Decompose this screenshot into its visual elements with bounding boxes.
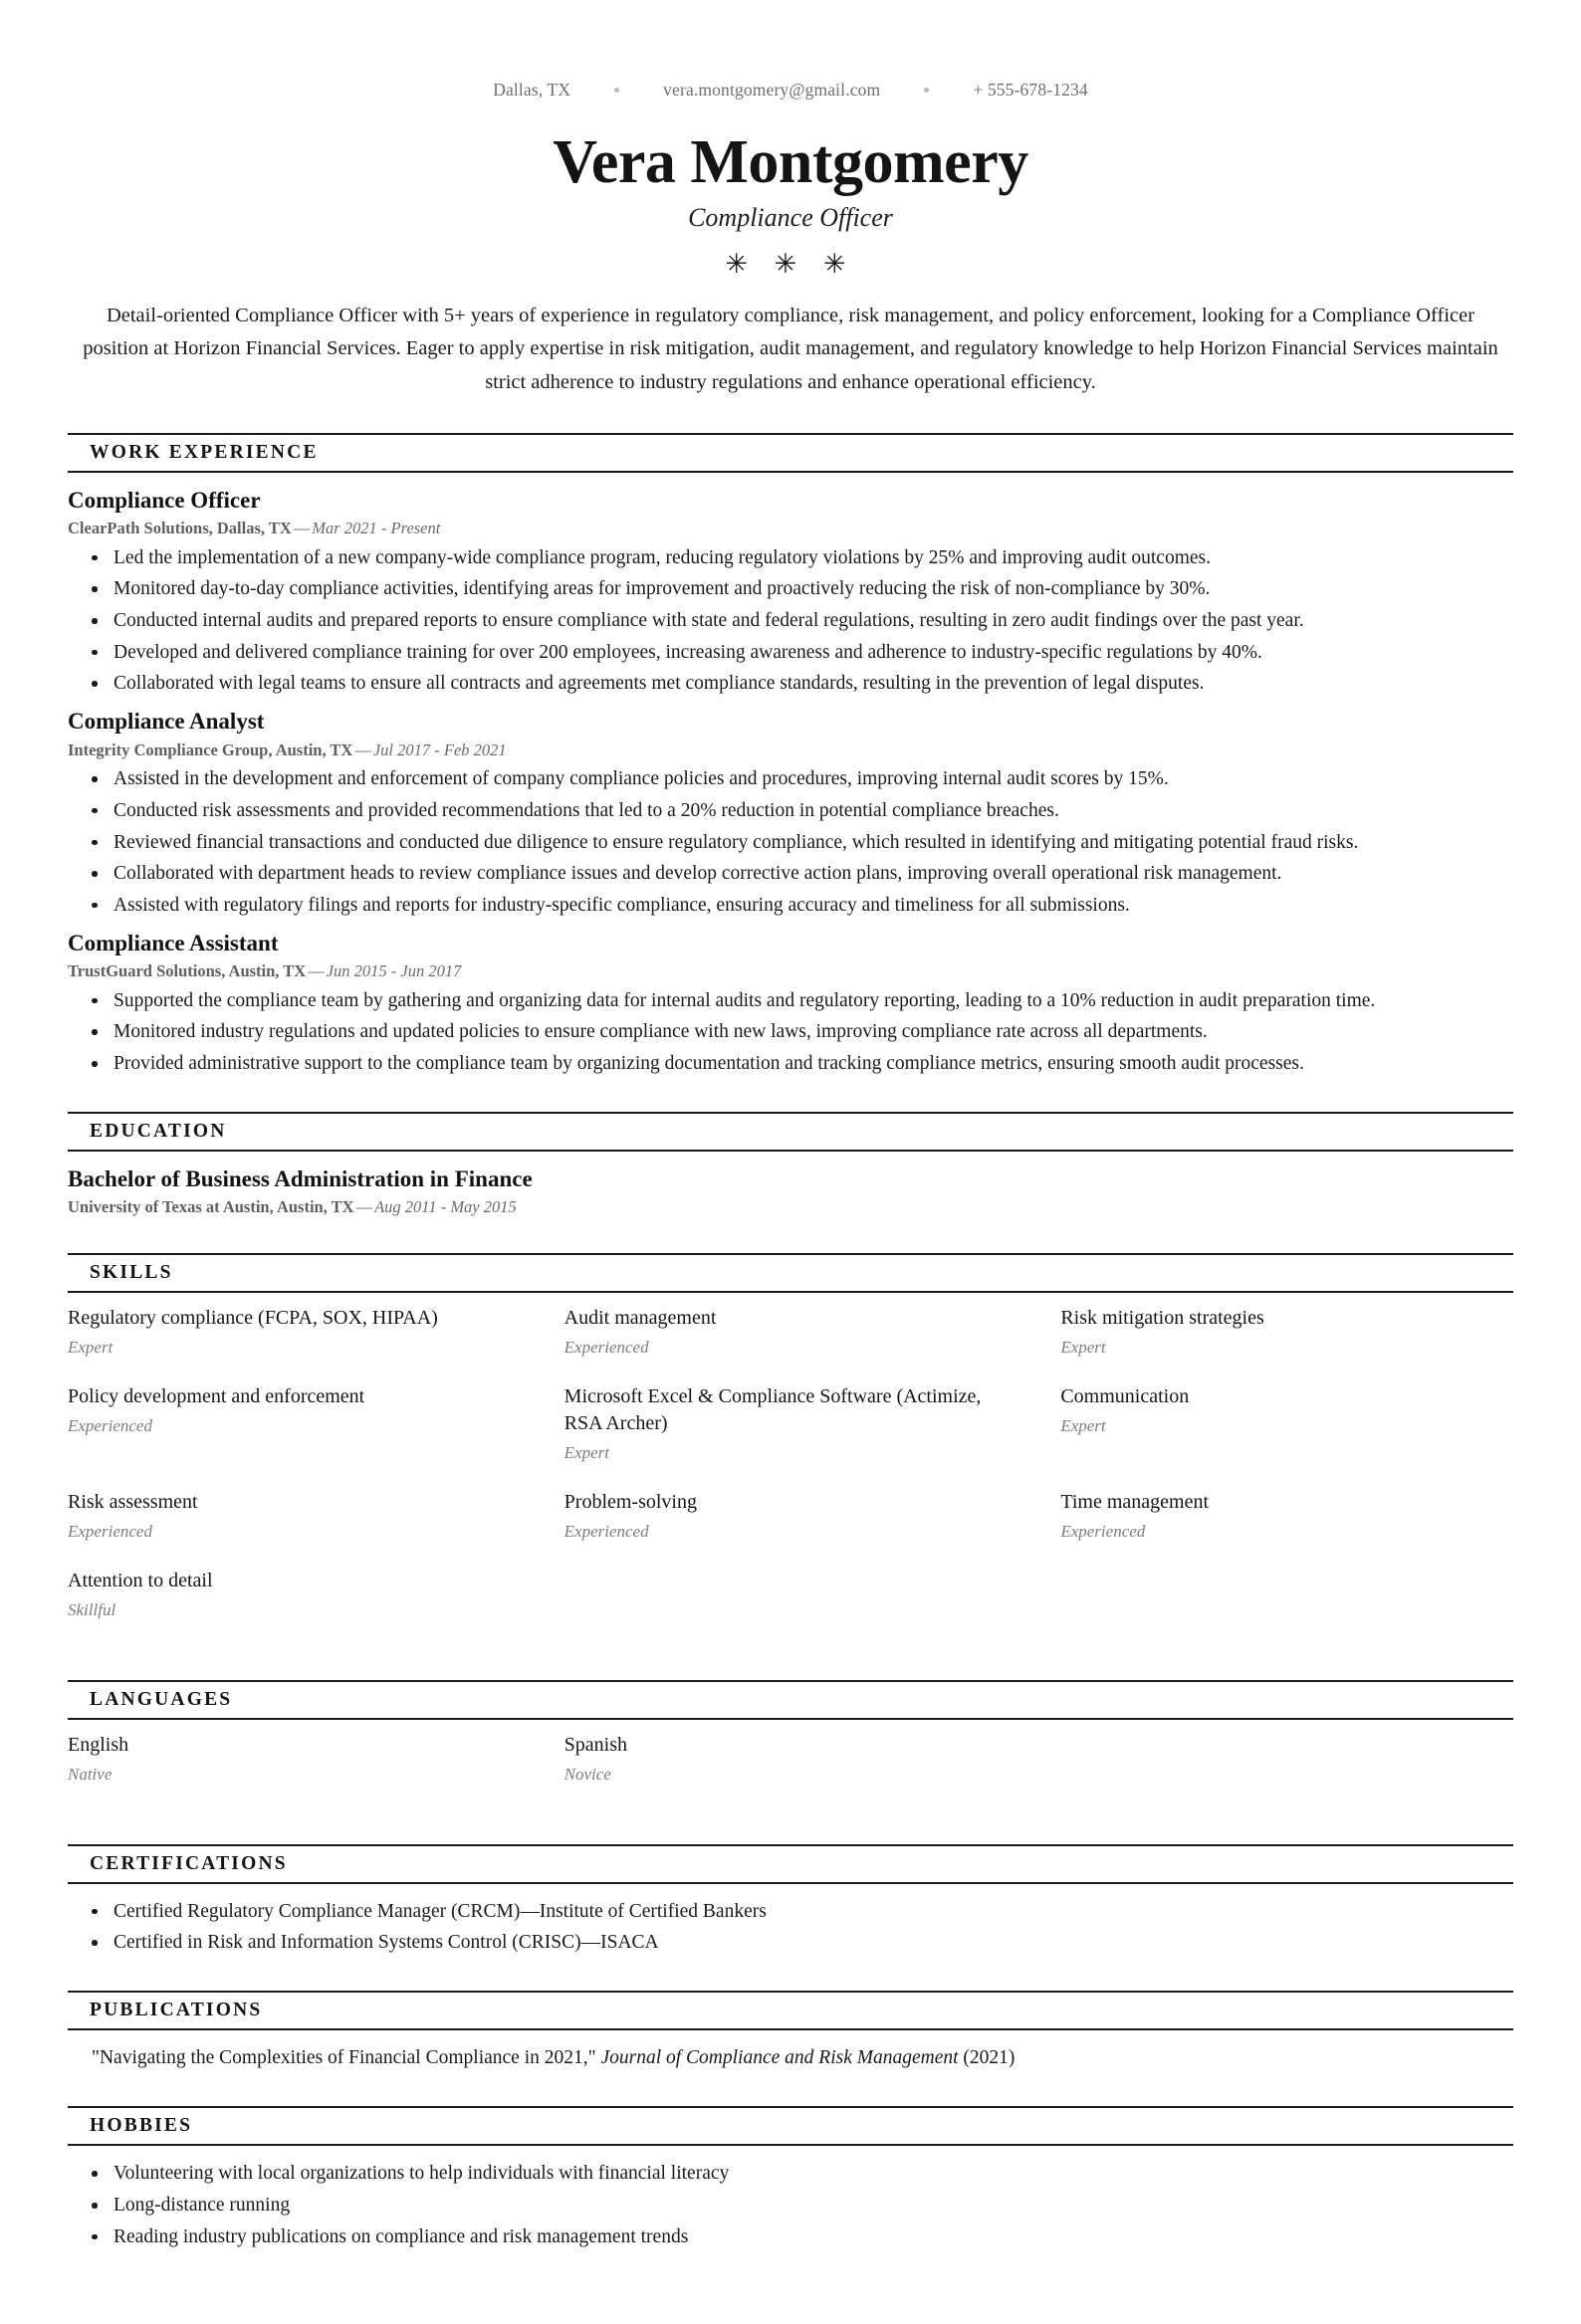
skill-item <box>565 1305 1017 1358</box>
list-item: Developed and delivered compliance training for over 200 employees, increasing awareness and adherence to industry-specific regulations by 40%. <box>68 639 1513 667</box>
language-name: English <box>68 1733 129 1756</box>
experience-job-title: Compliance Officer <box>68 487 261 513</box>
skill-item <box>565 1489 1017 1542</box>
skill-name: Communication <box>1060 1384 1190 1407</box>
experience-entry <box>68 487 1513 698</box>
skill-name: Risk mitigation strategies <box>1060 1306 1264 1329</box>
language-level: Native <box>68 1764 113 1784</box>
experience-meta <box>68 960 1513 982</box>
asterisk-divider-icon: ✳ ✳ ✳ <box>725 249 856 280</box>
list-item: Reading industry publications on compliance and risk management trends <box>68 2223 1513 2251</box>
skill-level: Experienced <box>68 1521 152 1541</box>
list-item: Collaborated with legal teams to ensure all contracts and agreements met compliance standards, resulting in the prevention of legal disputes. <box>68 670 1513 698</box>
list-item: Assisted in the development and enforcement of company compliance policies and procedures, improving internal audit scores by 15%. <box>68 765 1513 793</box>
list-item: Collaborated with department heads to review compliance issues and develop corrective action plans, improving overall operational risk management. <box>68 860 1513 888</box>
skill-level: Expert <box>1060 1337 1106 1357</box>
skill-level: Experienced <box>1060 1521 1146 1541</box>
skill-name: Regulatory compliance (FCPA, SOX, HIPAA) <box>68 1306 438 1329</box>
skill-item <box>68 1383 521 1463</box>
skill-name: Microsoft Excel & Compliance Software (Actimize, RSA Archer) <box>564 1384 982 1434</box>
education-meta <box>68 1196 1513 1218</box>
skill-name: Problem-solving <box>564 1490 697 1513</box>
languages-grid <box>68 1720 1513 1810</box>
section-title: PUBLICATIONS <box>90 2000 263 2021</box>
meta-dash: — <box>308 961 325 981</box>
section-publications <box>68 1991 1513 2072</box>
meta-dash: — <box>355 1197 373 1217</box>
experience-bullet-list <box>68 987 1513 1078</box>
language-item-empty <box>1060 1732 1513 1785</box>
skill-item-empty <box>565 1568 1017 1620</box>
section-header-publications <box>68 1991 1513 2030</box>
contact-phone[interactable]: + 555-678-1234 <box>973 80 1088 100</box>
section-languages <box>68 1680 1513 1810</box>
experience-organization: Integrity Compliance Group, Austin, TX <box>68 739 353 759</box>
list-item: Provided administrative support to the compliance team by organizing documentation and tracking compliance metrics, ensuring smooth audit processes. <box>68 1050 1513 1078</box>
skill-level: Experienced <box>564 1521 649 1541</box>
experience-meta <box>68 739 1513 761</box>
skill-name: Attention to detail <box>68 1569 213 1591</box>
list-item: Conducted risk assessments and provided recommendations that led to a 20% reduction in potential compliance breaches. <box>68 797 1513 825</box>
experience-meta <box>68 518 1513 539</box>
publication-journal-name: Journal of Compliance and Risk Management <box>600 2047 959 2069</box>
experience-dates: Mar 2021 - Present <box>312 519 441 538</box>
skill-name: Risk assessment <box>68 1490 198 1513</box>
contact-separator-dot-icon <box>614 88 619 93</box>
section-header-skills <box>68 1253 1513 1293</box>
experience-bullet-list <box>68 544 1513 698</box>
skill-item <box>565 1383 1017 1463</box>
hobbies-list <box>68 2160 1513 2250</box>
section-header-languages <box>68 1680 1513 1720</box>
education-degree: Bachelor of Business Administration in Finance <box>68 1165 533 1191</box>
section-header-hobbies <box>68 2106 1513 2146</box>
section-title: HOBBIES <box>90 2115 193 2137</box>
skill-item <box>68 1305 521 1358</box>
section-header-education <box>68 1112 1513 1152</box>
skill-item <box>1060 1489 1513 1542</box>
skill-item-empty <box>1060 1568 1513 1620</box>
list-item: Certified in Risk and Information Systems Control (CRISC)—ISACA <box>68 1929 1513 1957</box>
skills-grid <box>68 1293 1513 1646</box>
experience-dates: Jul 2017 - Feb 2021 <box>372 739 507 759</box>
experience-bullet-list <box>68 765 1513 919</box>
section-title: WORK EXPERIENCE <box>90 441 319 463</box>
list-item: Volunteering with local organizations to help individuals with financial literacy <box>68 2160 1513 2188</box>
list-item: Supported the compliance team by gathering and organizing data for internal audits and regulatory reporting, leading to a 10% reduction in audit preparation time. <box>68 987 1513 1015</box>
skill-name: Time management <box>1060 1490 1210 1513</box>
skill-name: Audit management <box>564 1306 717 1329</box>
experience-dates: Jun 2015 - Jun 2017 <box>326 961 462 981</box>
education-dates: Aug 2011 - May 2015 <box>374 1197 517 1217</box>
certifications-list <box>68 1898 1513 1957</box>
list-item: Certified Regulatory Compliance Manager (CRCM)—Institute of Certified Bankers <box>68 1898 1513 1926</box>
section-title: SKILLS <box>90 1261 173 1283</box>
publication-article-title: "Navigating the Complexities of Financial Compliance in 2021," <box>92 2047 596 2069</box>
skill-item <box>68 1568 521 1620</box>
publication-year: (2021) <box>963 2047 1016 2069</box>
page-title: Vera Montgomery <box>553 128 1028 196</box>
skill-name: Policy development and enforcement <box>68 1384 365 1407</box>
experience-job-title: Compliance Assistant <box>68 930 279 955</box>
language-name: Spanish <box>564 1733 627 1756</box>
section-title: CERTIFICATIONS <box>90 1852 288 1874</box>
section-education <box>68 1112 1513 1219</box>
section-skills <box>68 1253 1513 1646</box>
list-item: Monitored day-to-day compliance activities, identifying areas for improvement and proactively reducing the risk of non-compliance by 30%. <box>68 575 1513 603</box>
contact-bar <box>68 80 1513 101</box>
section-work-experience <box>68 433 1513 1078</box>
skill-level: Expert <box>68 1337 113 1357</box>
professional-summary: Detail-oriented Compliance Officer with 5+ years of experience in regulatory compliance, risk management, and policy enforcement, looking for a Compliance Officer position at Horizon Financial Services. Eager to apply expertise in risk mitigation, audit management, and regulatory knowledge to help Horizon Financial Services maintain strict adherence to industry regulations and enhance operational efficiency. <box>83 305 1498 393</box>
section-certifications <box>68 1844 1513 1957</box>
skill-item <box>1060 1383 1513 1463</box>
contact-location: Dallas, TX <box>493 80 571 100</box>
skill-item <box>1060 1305 1513 1358</box>
experience-organization: TrustGuard Solutions, Austin, TX <box>68 961 307 981</box>
skill-level: Expert <box>564 1442 609 1462</box>
education-institution: University of Texas at Austin, Austin, TX <box>68 1197 354 1217</box>
skill-level: Skillful <box>68 1599 116 1619</box>
section-header-certifications <box>68 1844 1513 1884</box>
language-item <box>68 1732 521 1785</box>
experience-organization: ClearPath Solutions, Dallas, TX <box>68 519 292 538</box>
section-hobbies <box>68 2106 1513 2250</box>
experience-entry <box>68 708 1513 919</box>
language-item <box>565 1732 1017 1785</box>
list-item: Led the implementation of a new company-wide compliance program, reducing regulatory violations by 25% and improving audit outcomes. <box>68 544 1513 572</box>
skill-level: Experienced <box>68 1415 152 1435</box>
contact-email[interactable]: vera.montgomery@gmail.com <box>663 80 881 100</box>
skill-level: Expert <box>1060 1415 1106 1435</box>
section-header-work-experience <box>68 433 1513 473</box>
meta-dash: — <box>293 519 311 538</box>
experience-job-title: Compliance Analyst <box>68 709 265 735</box>
meta-dash: — <box>354 739 371 759</box>
headline-job-title: Compliance Officer <box>688 203 893 233</box>
publication-entry <box>68 2040 1513 2072</box>
list-item: Conducted internal audits and prepared reports to ensure compliance with state and federal regulations, resulting in zero audit findings over the past year. <box>68 607 1513 635</box>
section-title: LANGUAGES <box>90 1688 233 1710</box>
list-item: Reviewed financial transactions and conducted due diligence to ensure regulatory compliance, which resulted in identifying and mitigating potential fraud risks. <box>68 829 1513 857</box>
list-item: Monitored industry regulations and updated policies to ensure compliance with new laws, improving compliance rate across all departments. <box>68 1018 1513 1046</box>
education-entry <box>68 1165 1513 1219</box>
experience-entry <box>68 930 1513 1078</box>
skill-level: Experienced <box>564 1337 649 1357</box>
language-level: Novice <box>564 1764 611 1784</box>
contact-separator-dot-icon <box>924 88 929 93</box>
section-title: EDUCATION <box>90 1120 227 1142</box>
list-item: Long-distance running <box>68 2192 1513 2219</box>
list-item: Assisted with regulatory filings and reports for industry-specific compliance, ensuring accuracy and timeliness for all submissions. <box>68 892 1513 920</box>
skill-item <box>68 1489 521 1542</box>
